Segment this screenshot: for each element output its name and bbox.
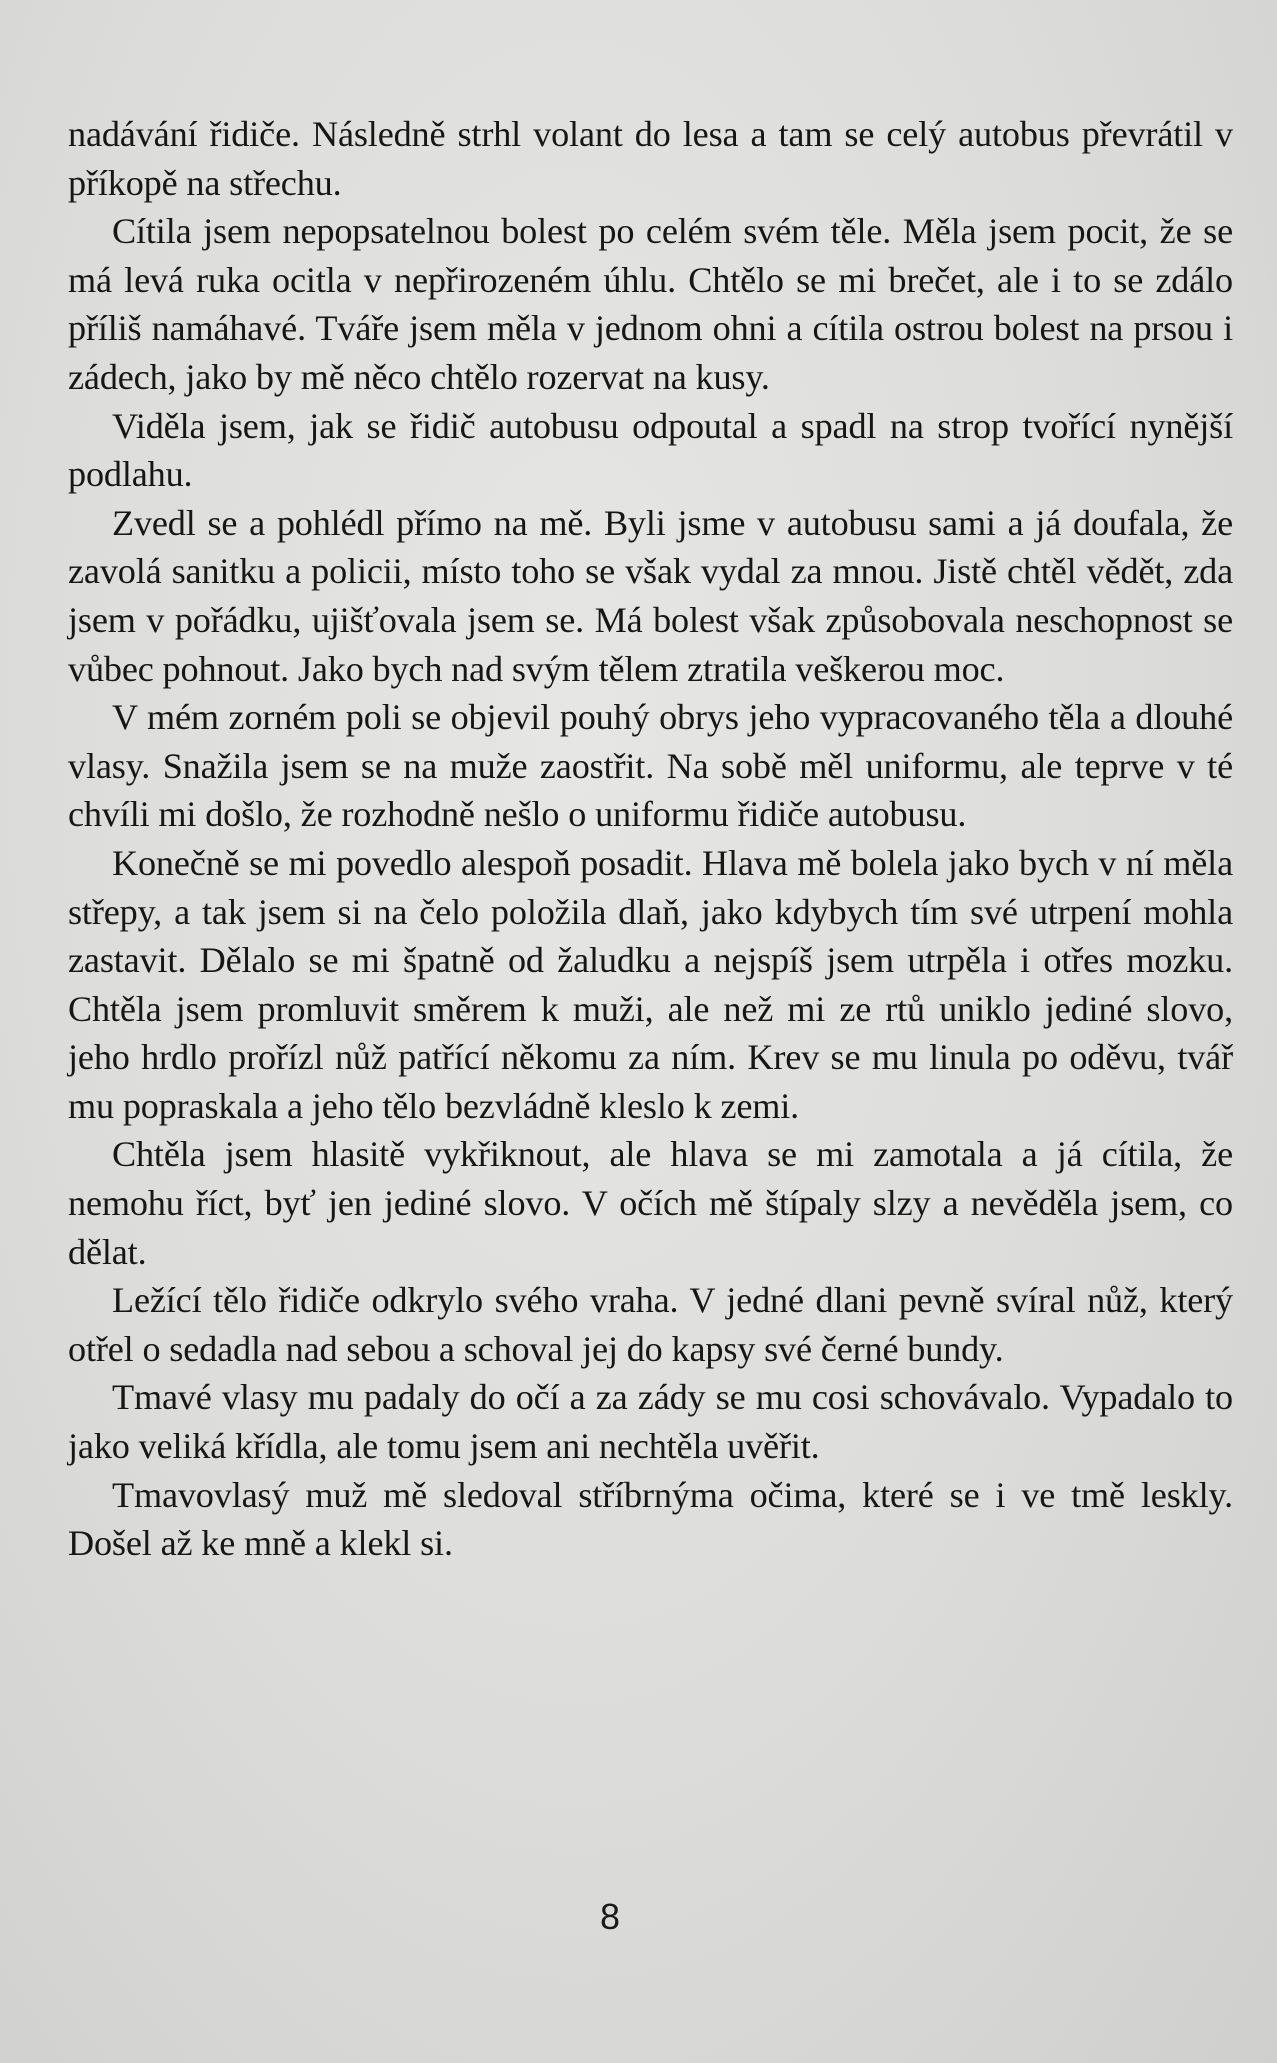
body-text — [68, 110, 1233, 1568]
paragraph: Cítila jsem nepopsatelnou bolest po celém svém těle. Měla jsem pocit, že se má levá ruka ocitla v nepřirozeném úhlu. Chtělo se mi brečet, ale i to se zdálo příliš namáhavé. Tváře jsem měla v jednom ohni a cítila ostrou bolest na prsou i zádech, jako by mě něco chtělo rozervat na kusy. — [68, 211, 1233, 397]
paragraph: Chtěla jsem hlasitě vykřiknout, ale hlava se mi zamotala a já cítila, že nemohu říct, byť jen jediné slovo. V očích mě štípaly slzy a nevěděla jsem, co dělat. — [68, 1134, 1233, 1272]
paragraph: Zvedl se a pohlédl přímo na mě. Byli jsme v autobusu sami a já doufala, že zavolá sanitku a policii, místo toho se však vydal za mnou. Jistě chtěl vědět, zda jsem v pořádku, ujišťovala jsem se. Má bolest však způsobovala neschopnost se vůbec pohnout. Jako bych nad svým tělem ztratila veškerou moc. — [68, 502, 1233, 689]
page-number: 8 — [599, 1896, 621, 1937]
paragraph: Viděla jsem, jak se řidič autobusu odpoutal a spadl na strop tvořící nynější podlahu. — [68, 405, 1233, 495]
paragraph: Ležící tělo řidiče odkrylo svého vraha. V jedné dlani pevně svíral nůž, který otřel o sedadla nad sebou a schoval jej do kapsy své černé bundy. — [68, 1280, 1233, 1369]
paragraph: Konečně se mi povedlo alespoň posadit. Hlava mě bolela jako bych v ní měla střepy, a tak jsem si na čelo položila dlaň, jako kdybych tím své utrpení mohla zastavit. Dělalo se mi špatně od žaludku a nejspíš jsem utrpěla i otřes mozku. Chtěla jsem promluvit směrem k muži, ale než mi ze rtů uniklo jediné slovo, jeho hrdlo prořízl nůž patřící někomu za ním. Krev se mu linula po oděvu, tvář mu popraskala a jeho tělo bezvládně kleslo k zemi. — [68, 842, 1233, 1126]
paragraph: V mém zorném poli se objevil pouhý obrys jeho vypracovaného těla a dlouhé vlasy. Snažila jsem se na muže zaostřit. Na sobě měl uniformu, ale teprve v té chvíli mi došlo, že rozhodně nešlo o uniformu řidiče autobusu. — [68, 697, 1233, 835]
paragraph: Tmavé vlasy mu padaly do očí a za zády se mu cosi schovávalo. Vypadalo to jako veliká křídla, ale tomu jsem ani nechtěla uvěřit. — [68, 1377, 1233, 1467]
paragraph: nadávání řidiče. Následně strhl volant do lesa a tam se celý autobus převrátil v příkopě na střechu. — [68, 114, 1233, 203]
paragraph: Tmavovlasý muž mě sledoval stříbrnýma očima, které se i ve tmě leskly. Došel až ke mně a klekl si. — [68, 1474, 1233, 1564]
